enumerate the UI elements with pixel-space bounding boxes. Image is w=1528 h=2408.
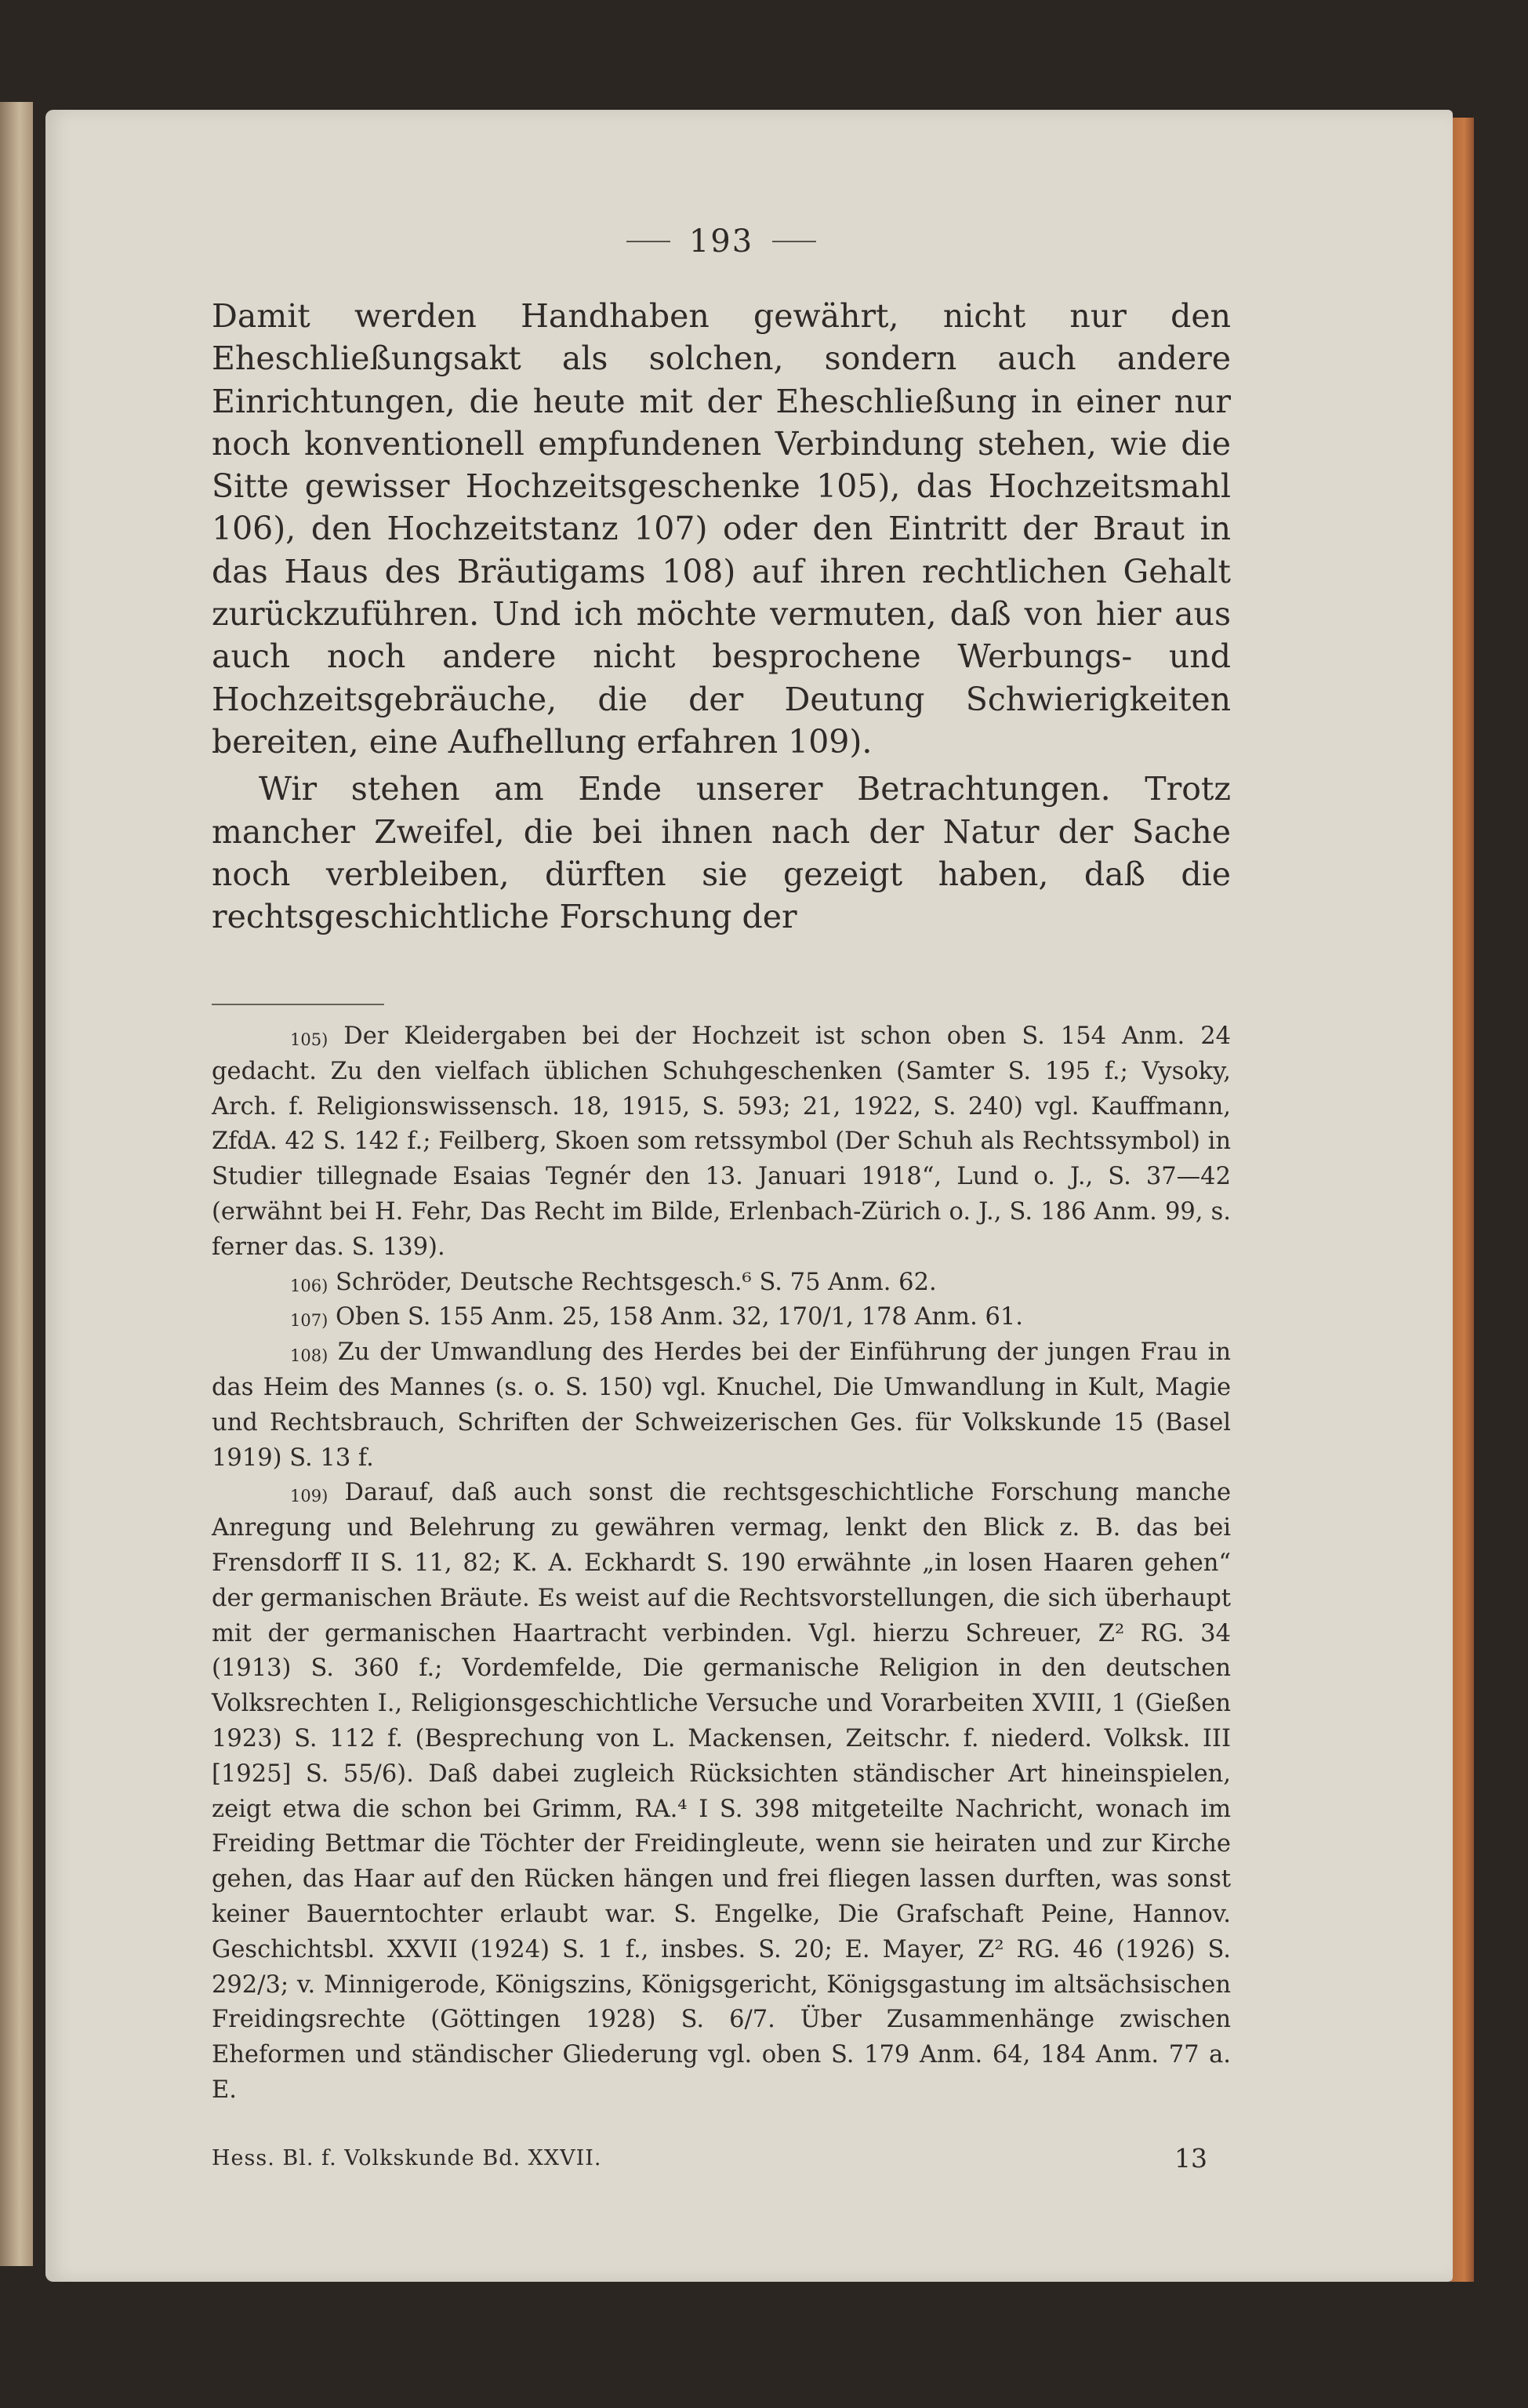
body-text [212, 295, 1231, 938]
footnote-number: 109) [290, 1487, 328, 1506]
footnote-number: 106) [290, 1276, 328, 1295]
book-edge [1450, 118, 1474, 2282]
paragraph: Wir stehen am Ende unserer Betrachtungen. Trotz mancher Zweifel, die bei ihnen nach der Natur der Sache noch verbleiben, dürften sie gezeigt haben, daß die rechtsgeschichtliche Forschung der [212, 770, 1231, 936]
book-page [45, 110, 1453, 2282]
sheet-signature: 13 [1174, 2142, 1207, 2174]
footnotes [212, 1019, 1231, 2108]
footnote [212, 1300, 1231, 1335]
dash-left [626, 241, 670, 242]
footnote-number: 107) [290, 1311, 328, 1331]
page-number-header [212, 218, 1231, 265]
footnote-text: Schröder, Deutsche Rechtsgesch.⁶ S. 75 Anm. 62. [335, 1268, 937, 1296]
dash-right [772, 241, 816, 242]
journal-signature: Hess. Bl. f. Volkskunde Bd. XXVII. [212, 2145, 602, 2170]
footnote-text: Zu der Umwandlung des Herdes bei der Einführung der jungen Frau in das Heim des Mannes (s. o. S. 150) vgl. Knuchel, Die Umwandlung in Kult, Magie und Rechtsbrauch, Schriften der Schweizerischen Ges. für Volkskunde 15 (Basel 1919) S. 13 f. [212, 1338, 1231, 1472]
facing-page-edge [0, 102, 33, 2266]
footnote-text: Oben S. 155 Anm. 25, 158 Anm. 32, 170/1, 178 Anm. 61. [335, 1303, 1023, 1331]
page-number: 193 [688, 223, 754, 260]
footnote [212, 1476, 1231, 2108]
paragraph: Damit werden Handhaben gewährt, nicht nur den Eheschließungsakt als solchen, sondern auch andere Einrichtungen, die heute mit der Eheschließung in einer nur noch konventionell empfundenen Verbindung stehen, wie die Sitte gewisser Hochzeitsgeschenke 105), das Hochzeitsmahl 106), den Hochzeitstanz 107) oder den Eintritt der Braut in das Haus des Bräutigams 108) auf ihren rechtlichen Gehalt zurückzuführen. Und ich möchte vermuten, daß von hier aus auch noch andere nicht besprochene Werbungs- und Hochzeitsgebräuche, die der Deutung Schwierigkeiten bereiten, eine Aufhellung erfahren 109). [212, 297, 1231, 761]
footnote-number: 105) [290, 1030, 328, 1049]
footnote [212, 1266, 1231, 1301]
footnote-divider [212, 1004, 384, 1005]
footnote [212, 1019, 1231, 1266]
footnote [212, 1335, 1231, 1476]
footnote-text: Der Kleidergaben bei der Hochzeit ist schon oben S. 154 Anm. 24 gedacht. Zu den vielfach üblichen Schuhgeschenken (Samter S. 195 f.; Vysoky, Arch. f. Religionswissensch. 18, 1915, S. 593; 21, 1922, S. 240) vgl. Kauffmann, ZfdA. 42 S. 142 f.; Feilberg, Skoen som retssymbol (Der Schuh als Rechtssymbol) in Studier tillegnade Esaias Tegnér den 13. Januari 1918“, Lund o. J., S. 37—42 (erwähnt bei H. Fehr, Das Recht im Bilde, Erlenbach-Zürich o. J., S. 186 Anm. 99, s. ferner das. S. 139). [212, 1022, 1232, 1261]
footnote-number: 108) [290, 1346, 328, 1366]
page-footer [212, 2142, 1231, 2174]
footnote-text: Darauf, daß auch sonst die rechtsgeschichtliche Forschung manche Anregung und Belehrung zu gewähren vermag, lenkt den Blick z. B. das bei Frensdorff II S. 11, 82; K. A. Eckhardt S. 190 erwähnte „in losen Haaren gehen“ der germanischen Bräute. Es weist auf die Rechtsvorstellungen, die sich überhaupt mit der germanischen Haartracht verbinden. Vgl. hierzu Schreuer, Z² RG. 34 (1913) S. 360 f.; Vordemfelde, Die germanische Religion in den deutschen Volksrechten I., Religionsgeschichtliche Versuche und Vorarbeiten XVIII, 1 (Gießen 1923) S. 112 f. (Besprechung von L. Mackensen, Zeitschr. f. niederd. Volksk. III [1925] S. 55/6). Daß dabei zugleich Rücksichten ständischer Art hineinspielen, zeigt etwa die schon bei Grimm, RA.⁴ I S. 398 mitgeteilte Nachricht, wonach im Freiding Bettmar die Töchter der Freidingleute, wenn sie heiraten und zur Kirche gehen, das Haar auf den Rücken hängen und frei fliegen lassen durften, was sonst keiner Bauerntochter erlaubt war. S. Engelke, Die Grafschaft Peine, Hannov. Geschichtsbl. XXVII (1924) S. 1 f., insbes. S. 20; E. Mayer, Z² RG. 46 (1926) S. 292/3; v. Minnigerode, Königszins, Königsgericht, Königsgastung im altsächsischen Freidingsrechte (Göttingen 1928) S. 6/7. Über Zusammenhänge zwischen Eheformen und ständischer Gliederung vgl. oben S. 179 Anm. 64, 184 Anm. 77 a. E. [212, 1479, 1231, 2104]
